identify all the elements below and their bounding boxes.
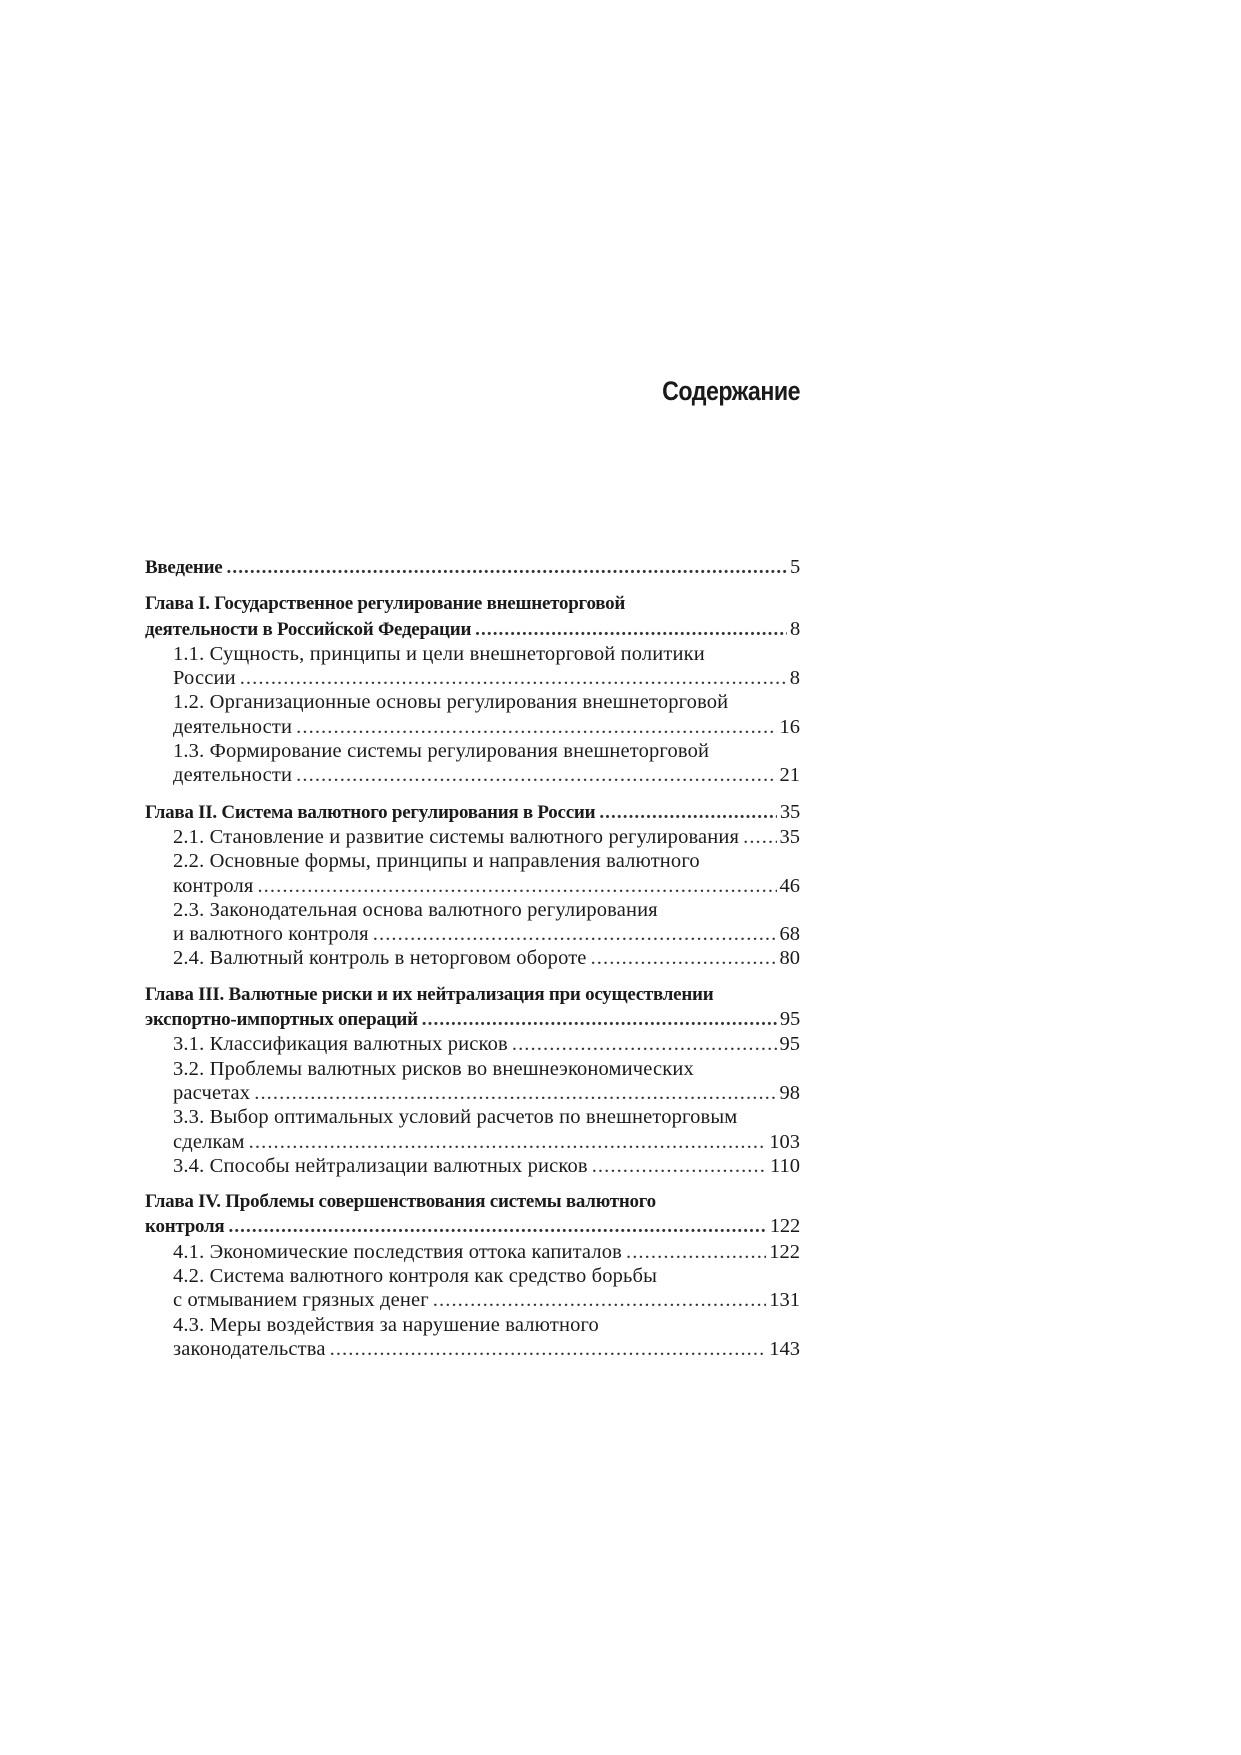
toc-entry-title-line: деятельности в Российской Федерации xyxy=(145,618,472,640)
toc-entry-title-line: 3.4. Способы нейтрализации валютных рисков xyxy=(173,1154,588,1177)
toc-entry-title-line: контроля xyxy=(173,874,254,897)
toc-entry-last-line xyxy=(173,763,800,787)
dot-leader xyxy=(743,825,776,849)
toc-chapter-entry[interactable] xyxy=(145,1190,800,1240)
toc-section-entry[interactable] xyxy=(145,1313,800,1362)
page-number: 98 xyxy=(779,1081,800,1104)
toc-section-entry[interactable] xyxy=(145,642,800,691)
page-number: 131 xyxy=(769,1289,800,1312)
toc-entry-last-line xyxy=(173,1288,800,1312)
toc-entry-last-line xyxy=(173,1240,800,1264)
toc-section-entry[interactable] xyxy=(145,849,800,898)
toc-entry-last-line xyxy=(173,1081,800,1105)
toc-chapter-entry[interactable] xyxy=(145,983,800,1033)
page-number: 95 xyxy=(779,1008,800,1031)
toc-entry-last-line xyxy=(173,666,800,690)
dot-leader xyxy=(330,1337,767,1361)
toc-chapter-entry[interactable] xyxy=(145,555,800,580)
dot-leader xyxy=(592,1154,767,1178)
dot-leader xyxy=(475,618,787,642)
toc-section-entry[interactable] xyxy=(145,1154,800,1178)
toc-entry-title-line: деятельности xyxy=(173,715,293,738)
page-number: 122 xyxy=(769,1240,800,1263)
page-number: 143 xyxy=(769,1337,800,1360)
toc-section-entry[interactable] xyxy=(145,898,800,947)
toc-entry-last-line xyxy=(173,874,800,898)
page-number: 8 xyxy=(789,617,800,640)
toc-entry-title-line: деятельности xyxy=(173,764,293,787)
toc-entry-title-line: экспортно-импортных операций xyxy=(145,1009,418,1031)
page-number: 80 xyxy=(779,947,800,970)
toc-entry-title-line: 2.2. Основные формы, принципы и направления валютного xyxy=(173,850,700,873)
toc-entry-title-line: Введение xyxy=(145,557,223,578)
toc-entry-title-line: 4.2. Система валютного контроля как средство борьбы xyxy=(173,1265,658,1288)
toc-entry-last-line xyxy=(173,1154,800,1178)
toc-section-entry[interactable] xyxy=(145,1264,800,1313)
toc-entry-title-line: 4.3. Меры воздействия за нарушение валютного xyxy=(173,1313,599,1336)
toc-section-entry[interactable] xyxy=(145,825,800,849)
dot-leader xyxy=(296,715,776,739)
toc-entry-title-line: 4.1. Экономические последствия оттока капиталов xyxy=(173,1240,622,1263)
toc-entry-last-line xyxy=(145,555,800,580)
toc-entry-last-line xyxy=(173,825,800,849)
toc-section-entry[interactable] xyxy=(145,1105,800,1154)
toc-entry-title-line: контроля xyxy=(145,1216,225,1238)
page-number: 122 xyxy=(769,1215,800,1238)
page-number: 5 xyxy=(789,556,800,578)
toc-entry-title-line: 2.3. Законодательная основа валютного регулирования xyxy=(173,898,658,921)
toc-entry-last-line xyxy=(173,1337,800,1361)
dot-leader xyxy=(249,1130,767,1154)
page-number: 68 xyxy=(779,923,800,946)
toc-entry-title-line: и валютного контроля xyxy=(173,923,369,946)
section-gap xyxy=(145,971,800,983)
toc-entry-title-line: 3.2. Проблемы валютных рисков во внешнеэкономических xyxy=(173,1057,694,1080)
toc-entry-title-line: Глава III. Валютные риски и их нейтрализация при осуществлении xyxy=(145,983,714,1005)
page-number: 110 xyxy=(770,1154,800,1177)
dot-leader xyxy=(599,801,777,825)
dot-leader xyxy=(422,1008,777,1032)
dot-leader xyxy=(240,666,787,690)
toc-section-entry[interactable] xyxy=(145,1240,800,1264)
toc-entry-last-line xyxy=(145,617,800,642)
toc-entry-last-line xyxy=(173,946,800,970)
toc-entry-title-line: сделкам xyxy=(173,1130,245,1153)
toc-entry-last-line xyxy=(145,800,800,825)
toc-entry-last-line xyxy=(145,1214,800,1239)
toc-section-entry[interactable] xyxy=(145,690,800,739)
page-number: 35 xyxy=(779,825,800,848)
page-number: 46 xyxy=(779,874,800,897)
toc-entry-title-line: 2.1. Становление и развитие системы валютного регулирования xyxy=(173,825,740,848)
page-title: Содержание xyxy=(662,376,800,407)
toc-entry-title-line: 1.3. Формирование системы регулирования внешнеторговой xyxy=(173,740,710,763)
toc-entry-title-line: с отмыванием грязных денег xyxy=(173,1289,429,1312)
toc-entry-title-line: 3.3. Выбор оптимальных условий расчетов по внешнеторговым xyxy=(173,1106,738,1129)
page-number: 35 xyxy=(779,800,800,823)
toc-entry-title-line: 1.2. Организационные основы регулирования внешнеторговой xyxy=(173,691,729,714)
page-number: 95 xyxy=(779,1033,800,1056)
toc-section-entry[interactable] xyxy=(145,1032,800,1056)
dot-leader xyxy=(512,1032,777,1056)
dot-leader xyxy=(626,1240,766,1264)
section-gap xyxy=(145,580,800,592)
dot-leader xyxy=(227,556,787,580)
toc-section-entry[interactable] xyxy=(145,739,800,788)
section-gap xyxy=(145,1178,800,1190)
toc-entry-last-line xyxy=(145,1007,800,1032)
dot-leader xyxy=(254,1081,776,1105)
toc-entry-title-line: 3.1. Классификация валютных рисков xyxy=(173,1033,508,1056)
table-of-contents xyxy=(145,555,800,1361)
toc-entry-last-line xyxy=(173,715,800,739)
toc-entry-last-line xyxy=(173,1130,800,1154)
page-number: 21 xyxy=(779,764,800,787)
toc-chapter-entry[interactable] xyxy=(145,592,800,642)
toc-chapter-entry[interactable] xyxy=(145,800,800,825)
dot-leader xyxy=(433,1288,766,1312)
section-gap xyxy=(145,788,800,800)
dot-leader xyxy=(373,922,777,946)
toc-section-entry[interactable] xyxy=(145,946,800,970)
page-number: 8 xyxy=(789,667,800,690)
page-number: 16 xyxy=(779,715,800,738)
toc-entry-title-line: 2.4. Валютный контроль в неторговом обороте xyxy=(173,947,587,970)
toc-entry-title-line: России xyxy=(173,667,236,690)
toc-entry-title-line: Глава IV. Проблемы совершенствования системы валютного xyxy=(145,1191,656,1213)
toc-entry-title-line: 1.1. Сущность, принципы и цели внешнеторговой политики xyxy=(173,642,705,665)
toc-entry-title-line: Глава I. Государственное регулирование внешнеторговой xyxy=(145,593,626,615)
toc-entry-title-line: Глава II. Система валютного регулирования в России xyxy=(145,801,596,823)
dot-leader xyxy=(296,763,776,787)
page-number: 103 xyxy=(769,1130,800,1153)
toc-entry-title-line: расчетах xyxy=(173,1081,251,1104)
dot-leader xyxy=(591,946,777,970)
toc-entry-last-line xyxy=(173,1032,800,1056)
toc-entry-last-line xyxy=(173,922,800,946)
dot-leader xyxy=(228,1215,766,1239)
toc-entry-title-line: законодательства xyxy=(173,1337,326,1360)
toc-section-entry[interactable] xyxy=(145,1057,800,1106)
dot-leader xyxy=(257,874,776,898)
